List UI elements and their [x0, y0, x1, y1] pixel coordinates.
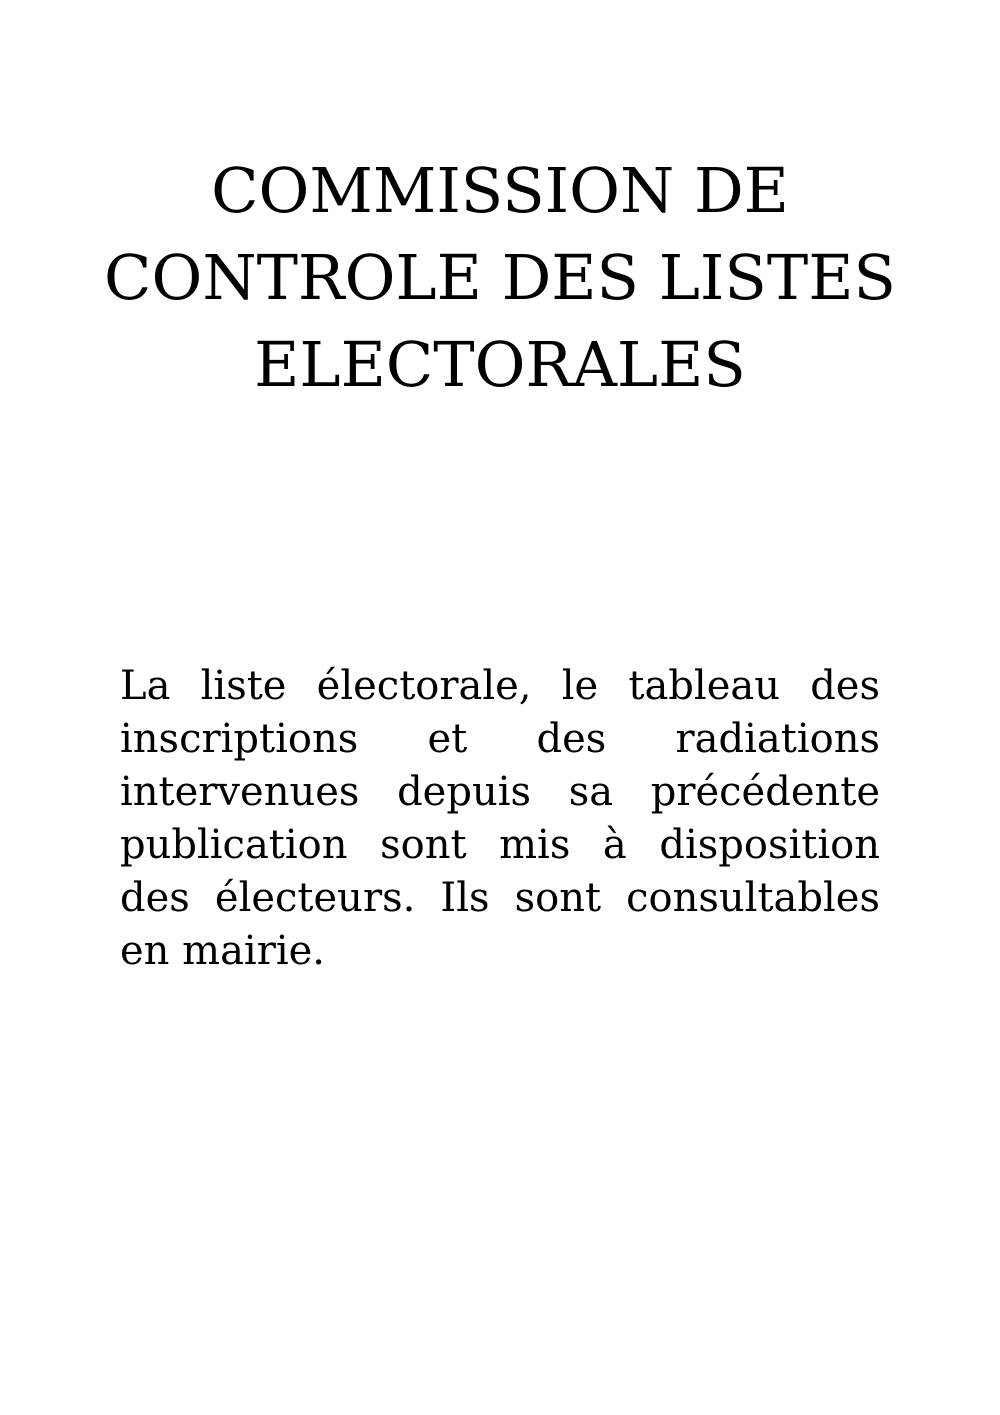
- body-line-1: La liste électorale, le tableau des: [120, 662, 880, 709]
- document-title: [0, 42, 1000, 408]
- body-line-4: publication sont mis à disposition: [120, 821, 880, 868]
- title-line-2: CONTROLE DES LISTES: [104, 240, 896, 314]
- body-paragraph: [120, 660, 880, 978]
- body-line-6: en mairie.: [120, 927, 326, 974]
- title-line-1: COMMISSION DE: [211, 153, 789, 227]
- body-line-3: intervenues depuis sa précédente: [120, 768, 880, 815]
- body-line-5: des électeurs. Ils sont consultables: [120, 874, 880, 921]
- body-line-2: inscriptions et des radiations: [120, 715, 880, 762]
- title-line-3: ELECTORALES: [254, 327, 746, 401]
